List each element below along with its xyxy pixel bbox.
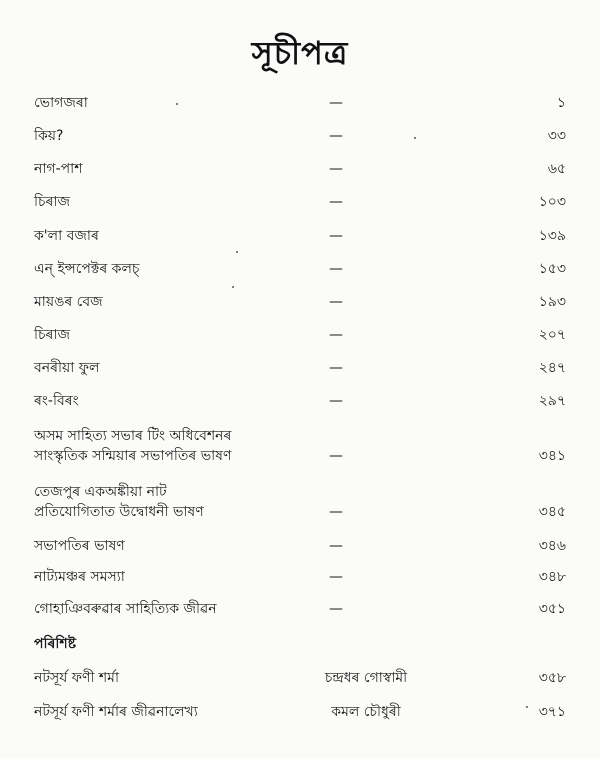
- scan-speck: [236, 251, 238, 253]
- entry-page-number: ৩৪৬: [538, 538, 566, 554]
- entry-page-number: ১৯৩: [538, 294, 566, 310]
- entry-page-number: ৩৫১: [538, 601, 566, 617]
- entry-dash: —: [329, 294, 343, 310]
- entry-dash: —: [329, 569, 343, 585]
- entry-dash: —: [329, 448, 343, 464]
- page-title: সূচীপত্র: [251, 34, 349, 72]
- entry-title: ৰং-বিৰং: [34, 393, 79, 409]
- entry-title-line-1: অসম সাহিত্য সভাৰ টিং অধিবেশনৰ: [34, 428, 232, 444]
- entry-title-line-2: প্ৰতিযোগিতাত উদ্বোধনী ভাষণ: [34, 504, 204, 520]
- entry-page-number: ২৯৭: [538, 393, 566, 409]
- entry-dash: —: [329, 128, 343, 144]
- entry-title: নটসূৰ্য ফণী শৰ্মাৰ জীৱনালেখ্য: [34, 704, 198, 720]
- scan-speck: [232, 286, 234, 288]
- entry-page-number: ২০৭: [538, 327, 566, 343]
- entry-page-number: ৩৪৮: [538, 569, 566, 585]
- entry-dash: —: [329, 360, 343, 376]
- entry-title: কিয়?: [34, 128, 64, 144]
- entry-page-number: ১: [556, 95, 566, 111]
- entry-page-number: ১০৩: [538, 194, 566, 210]
- scan-speck: [176, 103, 178, 105]
- entry-dash: —: [329, 327, 343, 343]
- entry-page-number: ৩৩: [547, 128, 566, 144]
- entry-page-number: ১৩৯: [538, 228, 566, 244]
- scan-speck: [526, 706, 528, 708]
- entry-dash: —: [329, 261, 343, 277]
- entry-dash: —: [329, 161, 343, 177]
- entry-dash: —: [329, 228, 343, 244]
- entry-page-number: ৬৫: [547, 161, 566, 177]
- entry-author: চন্দ্ৰধৰ গোস্বামী: [324, 670, 408, 686]
- entry-author: কমল চৌধুৰী: [331, 704, 401, 720]
- entry-dash: —: [329, 538, 343, 554]
- entry-title: নাগ-পাশ: [34, 161, 83, 177]
- entry-title: চিৰাজ: [34, 327, 71, 343]
- entry-title-line-2: সাংস্কৃতিক সন্মিয়াৰ সভাপতিৰ ভাষণ: [34, 448, 232, 464]
- entry-page-number: ৩৪১: [538, 448, 566, 464]
- entry-dash: —: [329, 393, 343, 409]
- entry-title: গোহাঞিবৰুৱাৰ সাহিত্যিক জীৱন: [34, 601, 217, 617]
- entry-title: সভাপতিৰ ভাষণ: [34, 538, 125, 554]
- entry-dash: —: [329, 601, 343, 617]
- entry-title: মায়ঙৰ বেজ: [34, 294, 103, 310]
- entry-title: বনৰীয়া ফুল: [34, 360, 100, 376]
- entry-dash: —: [329, 504, 343, 520]
- entry-title: ভোগজৰা: [34, 95, 88, 111]
- entry-page-number: ৩৫৮: [538, 670, 566, 686]
- entry-page-number: ৩৭১: [538, 704, 566, 720]
- appendix-heading: পৰিশিষ্ট: [34, 636, 77, 652]
- entry-title: চিৰাজ: [34, 194, 71, 210]
- entry-title: নটসূৰ্য ফণী শৰ্মা: [34, 670, 120, 686]
- entry-page-number: ২৪৭: [538, 360, 566, 376]
- scan-speck: [414, 137, 416, 139]
- entry-title: নাট্যমঞ্চৰ সমস্যা: [34, 569, 125, 585]
- entry-dash: —: [329, 95, 343, 111]
- entry-dash: —: [329, 194, 343, 210]
- entry-title-line-1: তেজপুৰ একঅঙ্কীয়া নাট: [34, 484, 167, 500]
- entry-page-number: ৩৪৫: [538, 504, 566, 520]
- entry-title: এন্ ইন্সপেক্টৰ কলচ্: [34, 261, 140, 277]
- entry-page-number: ১৫৩: [538, 261, 566, 277]
- entry-title: ক'লা বজাৰ: [34, 228, 99, 244]
